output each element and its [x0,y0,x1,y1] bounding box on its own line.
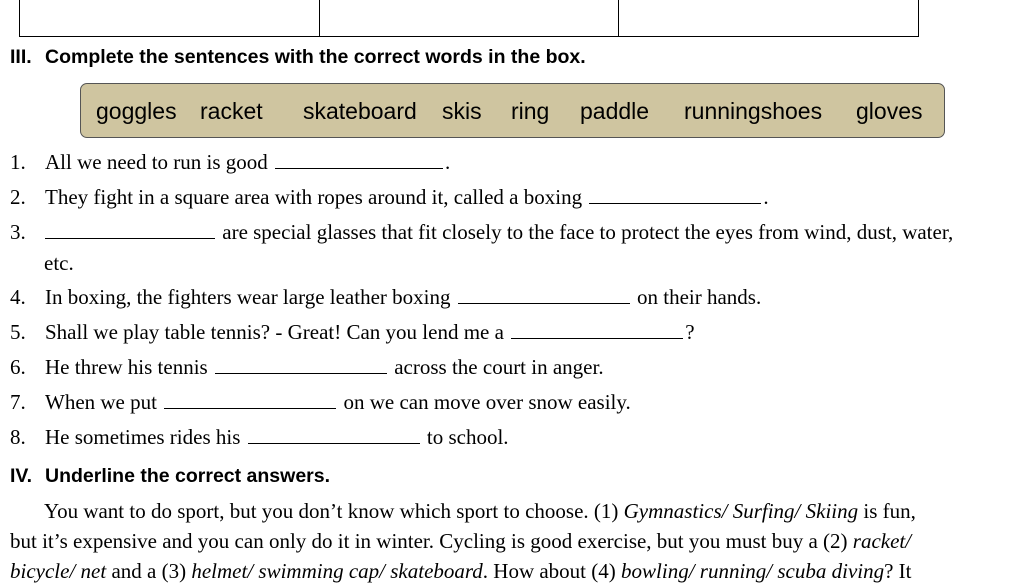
item-text: . [445,150,451,174]
section-3-heading [10,46,586,69]
table-fragment [19,0,919,37]
item-text: to school. [426,425,509,449]
answer-options[interactable]: racket/ [852,529,912,553]
answer-blank[interactable] [45,220,215,239]
answer-blank[interactable] [215,355,387,374]
answer-options[interactable]: bowling/ running/ scuba diving [621,559,885,583]
item-number: 6. [10,355,26,379]
paragraph-text: and a (3) [106,559,192,583]
item-text: They fight in a square area with ropes around it, called a boxing [45,185,583,209]
answer-blank[interactable] [511,320,683,339]
table-cell [619,0,918,36]
section-title: Complete the sentences with the correct words in the box. [45,46,586,68]
item-number: 3. [10,220,26,244]
list-item [10,320,695,345]
list-item [10,185,769,210]
paragraph-text: . How about (4) [482,559,622,583]
item-number: 5. [10,320,26,344]
word-paddle: paddle [580,98,650,124]
word-runningshoes: runningshoes [684,98,823,124]
answer-blank[interactable] [275,150,443,169]
item-text: All we need to run is good [45,150,268,174]
table-cell [20,0,320,36]
list-item [10,285,761,310]
paragraph-line [44,499,916,524]
answer-blank[interactable] [248,425,420,444]
list-item [10,355,604,380]
item-text: ? [685,320,695,344]
item-text: He sometimes rides his [45,425,241,449]
paragraph-text: is fun, [858,499,916,523]
answer-options[interactable]: bicycle/ net [10,559,107,583]
item-number: 4. [10,285,26,309]
paragraph-text: You want to do sport, but you don’t know which sport to choose. (1) [44,499,624,523]
list-item [10,390,631,415]
section-number: III. [10,46,32,68]
word-box [80,83,945,138]
section-title: Underline the correct answers. [45,465,331,487]
table-cell [320,0,620,36]
item-text: . [763,185,769,209]
item-continuation: etc. [44,251,74,275]
item-text: He threw his tennis [45,355,208,379]
item-text: When we put [45,390,157,414]
item-text: In boxing, the fighters wear large leather boxing [45,285,451,309]
word-skis: skis [442,98,482,124]
list-item [10,425,509,450]
answer-blank[interactable] [589,185,761,204]
item-number: 2. [10,185,26,209]
item-number: 1. [10,150,26,174]
item-number: 7. [10,390,26,414]
word-racket: racket [200,98,263,124]
word-ring: ring [511,98,550,124]
item-text: on their hands. [636,285,762,309]
list-item [10,150,450,175]
answer-blank[interactable] [458,285,630,304]
paragraph-text: ? It [884,559,912,583]
paragraph-line [10,529,911,554]
paragraph-line [10,559,912,584]
item-text: are special glasses that fit closely to the face to protect the eyes from wind, dust, water, [222,220,954,244]
word-skateboard: skateboard [303,98,417,124]
paragraph-text: but it’s expensive and you can only do it in winter. Cycling is good exercise, but you must buy a (2) [10,529,853,553]
answer-options[interactable]: helmet/ swimming cap/ skateboard [191,559,483,583]
answer-blank[interactable] [164,390,336,409]
item-text: across the court in anger. [394,355,604,379]
section-4-heading [10,465,330,488]
section-number: IV. [10,465,33,487]
word-gloves: gloves [856,98,923,124]
answer-options[interactable]: Gymnastics/ Surfing/ Skiing [623,499,859,523]
item-text: on we can move over snow easily. [343,390,631,414]
list-item [10,220,953,245]
word-goggles: goggles [96,98,177,124]
item-text: Shall we play table tennis? - Great! Can you lend me a [45,320,504,344]
item-number: 8. [10,425,26,449]
